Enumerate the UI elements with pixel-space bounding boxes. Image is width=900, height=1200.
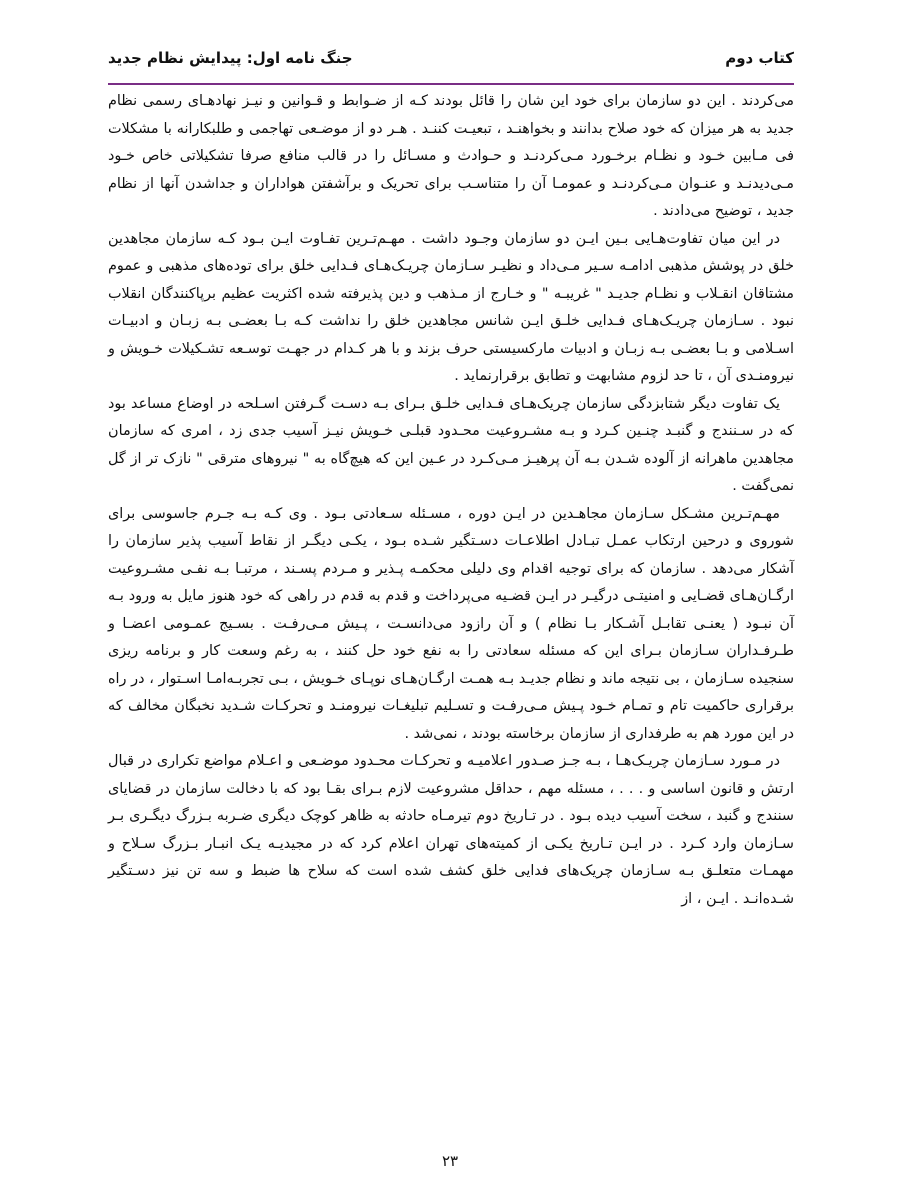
paragraph-1: می‌کردند . این دو سازمان برای خود این شان را قائل بودند کـه از ضـوابط و قـوانین و نیـز نهادهـای رسمی نظام جدید به هر میزان که خود صلاح بدانند و بخواهنـد ، تبعیـت کننـد . هـر دو از موضـعی تهاجمی و طلبکارانه با مشکلات فی مـابین خـود و نظـام برخـورد مـی‌کردنـد و حـوادث و مسـائل را در قالب منافع صرفا تشکیلاتی خاص خـود مـی‌دیدنـد و عنـوان مـی‌کردنـد و عمومـا آن را متناسـب برای تحریک و برآشفتن هواداران و جداشدن آنها از نظام جدید ، توضیح می‌دادند .: [108, 93, 794, 219]
paragraph-2: در این میان تفاوت‌هـایی بـین ایـن دو سازمان وجـود داشت . مهـم‌تـرین تفـاوت ایـن بـود کـه سازمان مجاهدین خلق در پوشش مذهبی ادامـه سـیر مـی‌داد و نظیـر سـازمان چریـک‌هـای فـدایی خلق برای توده‌های مذهبی و عموم مشتاقان انقـلاب و نظـام جدیـد " غریبـه " و خـارج از مـذهب و دین پذیرفته شده اکثریت عظیم برپاکنندگان انقلاب نبود . سـازمان چریـک‌هـای فـدایی خلـق ایـن شانس مجاهدین خلق را نداشت کـه بـا بعضـی بـه زبـان و ادبیـات اسـلامی و بـا بعضـی بـه زبـان و ادبیات مارکسیستی حرف بزند و با هر کـدام در جهـت توسـعه تشـکیلات خـویش و نیرومنـدی آن ، تا حد لزوم مشابهت و تطابق برقرارنماید .: [108, 230, 794, 384]
chapter-title: جنگ نامه اول: پیدایش نظام جدید: [108, 49, 353, 67]
paragraph-5: در مـورد سـازمان چریـک‌هـا ، بـه جـز صـدور اعلامیـه و تحرکـات محـدود موضـعی و اعـلام مواضع تکراری در قبال ارتش و قانون اساسی و . . . ، مسئله مهم ، حداقل مشروعیت لازم بـرای بقـا بود که با دخالت سازمان در قضایای سنندج و گنبد ، سخت آسیب دیده بـود . در تـاریخ دوم تیرمـاه حادثه به ظاهر کوچک دیگری ضـربه بـزرگ دیگـری بـر سـازمان وارد کـرد . در ایـن تـاریخ یکـی از کمیته‌های تهران اعلام کرد که در مجیدیـه یـک انبـار بـزرگ سـلاح و مهمـات متعلـق بـه سـازمان چریک‌های فدایی خلق کشف شده است که سلاح ها ضبط و سه تن نیز دسـتگیر شـده‌انـد . ایـن ، از: [108, 753, 794, 907]
body-text: [108, 88, 794, 913]
running-header: [108, 44, 794, 72]
paragraph-4: مهـم‌تـرین مشـکل سـازمان مجاهـدین در ایـن دوره ، مسـئله سـعادتی بـود . وی کـه بـه جـرم جاسوسی برای شوروی و درحین ارتکاب عمـل تبـادل اطلاعـات دسـتگیر شـده بـود ، یکـی دیگـر از نقاط آسیب پذیر سازمان را آشکار می‌دهد . سازمان که برای توجیه اقدام وی دلیلی محکمـه پـذیر و مـردم پسـند ، مرتبـا بـه نفـی مشـروعیت ارگـان‌هـای قضـایی و امنیتـی درگیـر در ایـن قضـیه می‌پرداخت و قدم به قدم در راهی که خود هنوز مایل به ورود بـه آن نبـود ( یعنـی تقابـل آشـکار بـا نظام ) و آن رازود می‌دانسـت ، پـیش مـی‌رفـت . بسـیج عمـومی اعضـا و طـرفـداران سـازمان بـرای این که مسئله سعادتی را به نفع خود حل کنند ، به رغم وسعت کار و برنامه ریزی سنجیده سـازمان ، بی نتیجه ماند و نظام جدیـد بـه همـت ارگـان‌هـای نوپـای خـویش ، بـی تجربـه‌امـا اسـتوار ، در راه برقراری حاکمیت تام و تمـام خـود پـیش مـی‌رفـت و تسـلیم تبلیغـات نیرومنـد و تحرکـات شـدید نخبگان مخالف که در این مورد هم به طرفداری از سازمان برخاسته بودند ، نمی‌شد .: [108, 505, 794, 742]
header-divider: [108, 83, 794, 85]
paragraph-3: یک تفاوت دیگر شتابزدگی سازمان چریک‌هـای فـدایی خلـق بـرای بـه دسـت گـرفتن اسـلحه در اوضاع مساعد بود که در سـنندج و گنبـد چنـین کـرد و بـه مشـروعیت محـدود قبلـی خـویش نیـز آسیب جدی زد ، امری که سازمان مجاهدین ماهرانه از آلوده شـدن بـه آن پرهیـز مـی‌کـرد در عـین این که هیچ‌گاه به " نیروهای مترقی " نازک تر از گل نمی‌گفت .: [108, 395, 794, 494]
page-number: ۲۳: [441, 1152, 459, 1170]
book-title: کتاب دوم: [725, 49, 794, 67]
